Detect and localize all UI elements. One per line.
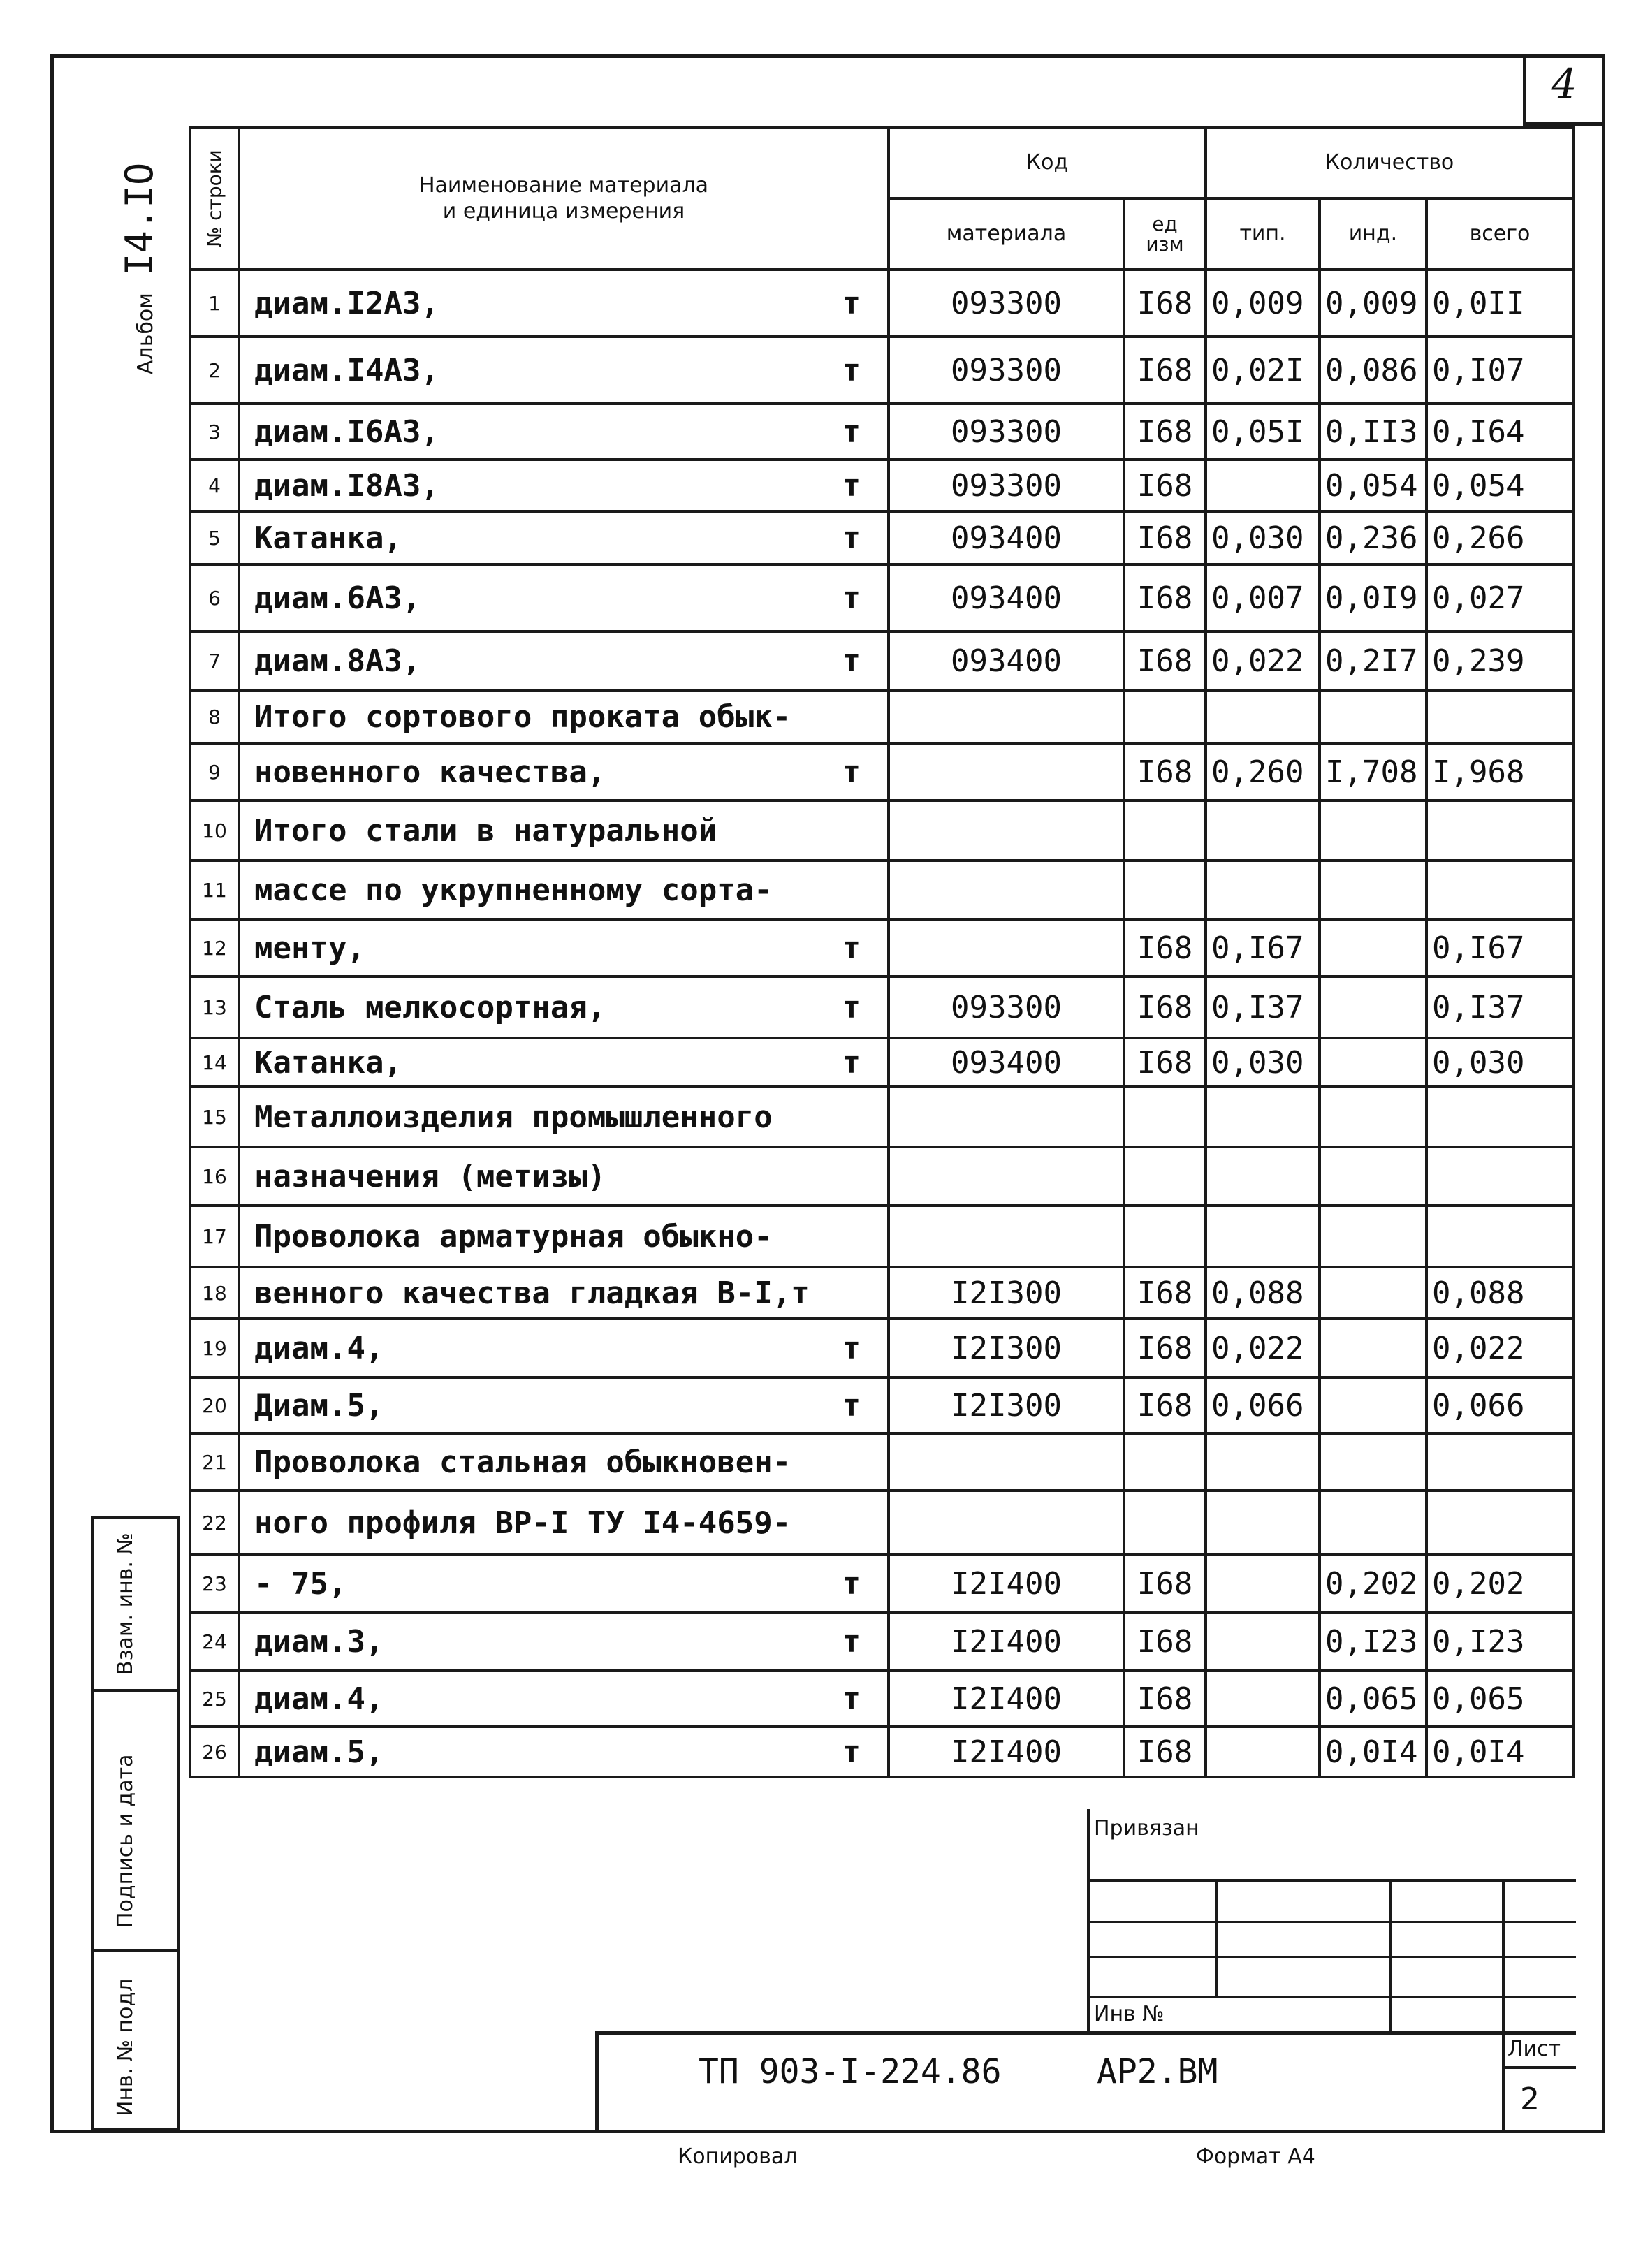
- table-row: [190, 1319, 1573, 1377]
- qty-ind: [1320, 1319, 1426, 1377]
- material-name-cell: [239, 1491, 889, 1555]
- table-row: [190, 631, 1573, 690]
- material-unit: т: [842, 580, 861, 616]
- qty-ind: 0,I23: [1320, 1612, 1426, 1671]
- header-qty-total: всего: [1426, 198, 1573, 270]
- qty-total: [1426, 800, 1573, 861]
- album-caption: Альбом: [133, 293, 158, 374]
- material-name-cell: [239, 337, 889, 404]
- table-row: [190, 1377, 1573, 1433]
- qty-typ: [1206, 1433, 1320, 1491]
- qty-typ: [1206, 861, 1320, 919]
- row-number: 20: [190, 1377, 239, 1433]
- table-row: [190, 919, 1573, 976]
- table-row: [190, 1491, 1573, 1555]
- row-number: 9: [190, 743, 239, 800]
- material-unit: т: [842, 1330, 861, 1366]
- material-unit: т: [842, 1565, 861, 1602]
- row-number: 21: [190, 1433, 239, 1491]
- header-name: Наименование материала и единица измерения: [239, 127, 889, 270]
- qty-total: [1426, 1087, 1573, 1147]
- unit-code: I68: [1124, 743, 1206, 800]
- material-name-cell: [239, 1038, 889, 1087]
- material-name-cell: [239, 1267, 889, 1319]
- material-name-cell: [239, 1727, 889, 1777]
- qty-typ: [1206, 1671, 1320, 1727]
- qty-ind: [1320, 690, 1426, 743]
- material-unit: т: [842, 754, 861, 790]
- table-row: [190, 861, 1573, 919]
- unit-code: I68: [1124, 270, 1206, 337]
- material-unit: т: [842, 1681, 861, 1717]
- qty-typ: 0,I37: [1206, 976, 1320, 1038]
- material-code: I2I400: [889, 1612, 1124, 1671]
- material-name: массе по укрупненному сорта-: [254, 872, 773, 908]
- material-code: [889, 919, 1124, 976]
- qty-typ: 0,022: [1206, 631, 1320, 690]
- qty-typ: [1206, 460, 1320, 511]
- row-number: 13: [190, 976, 239, 1038]
- table-row: [190, 337, 1573, 404]
- unit-code: I68: [1124, 919, 1206, 976]
- header-code-unit: ед изм: [1124, 198, 1206, 270]
- qty-ind: 0,236: [1320, 511, 1426, 564]
- table-row: [190, 1612, 1573, 1671]
- row-number: 10: [190, 800, 239, 861]
- qty-ind: [1320, 1206, 1426, 1267]
- sheet-value: 2: [1520, 2082, 1540, 2117]
- material-name: - 75,: [254, 1565, 347, 1602]
- material-name-cell: [239, 976, 889, 1038]
- unit-code: [1124, 1147, 1206, 1206]
- side-inv-vzam: Взам. инв. №: [113, 1532, 138, 1675]
- row-number: 5: [190, 511, 239, 564]
- material-unit: т: [842, 520, 861, 556]
- row-number: 8: [190, 690, 239, 743]
- qty-total: 0,I23: [1426, 1612, 1573, 1671]
- qty-typ: 0,030: [1206, 1038, 1320, 1087]
- row-number: 25: [190, 1671, 239, 1727]
- qty-total: 0,I67: [1426, 919, 1573, 976]
- qty-typ: [1206, 1612, 1320, 1671]
- material-code: [889, 690, 1124, 743]
- qty-total: I,968: [1426, 743, 1573, 800]
- material-name-cell: [239, 919, 889, 976]
- material-name-cell: [239, 1377, 889, 1433]
- material-code: [889, 861, 1124, 919]
- material-code: 093300: [889, 976, 1124, 1038]
- table-row: [190, 1433, 1573, 1491]
- row-number: 11: [190, 861, 239, 919]
- row-number: 15: [190, 1087, 239, 1147]
- qty-total: 0,030: [1426, 1038, 1573, 1087]
- table-row: [190, 511, 1573, 564]
- unit-code: I68: [1124, 631, 1206, 690]
- unit-code: [1124, 1491, 1206, 1555]
- format-label: Формат А4: [1196, 2144, 1315, 2169]
- qty-total: 0,0I4: [1426, 1727, 1573, 1777]
- material-name-cell: [239, 800, 889, 861]
- qty-total: 0,066: [1426, 1377, 1573, 1433]
- table-row: [190, 1147, 1573, 1206]
- table-row: [190, 1671, 1573, 1727]
- unit-code: I68: [1124, 337, 1206, 404]
- unit-code: I68: [1124, 1319, 1206, 1377]
- qty-ind: [1320, 1267, 1426, 1319]
- sheet-label: Лист: [1507, 2037, 1561, 2061]
- material-name: Диам.5,: [254, 1387, 384, 1424]
- unit-code: I68: [1124, 1612, 1206, 1671]
- unit-code: I68: [1124, 404, 1206, 460]
- unit-code: [1124, 1206, 1206, 1267]
- table-row: [190, 270, 1573, 337]
- row-number: 2: [190, 337, 239, 404]
- row-number: 24: [190, 1612, 239, 1671]
- material-unit: т: [842, 467, 861, 504]
- material-name-cell: [239, 270, 889, 337]
- row-number: 7: [190, 631, 239, 690]
- header-row-1: [190, 127, 1573, 198]
- material-name: диам.5,: [254, 1734, 384, 1770]
- table-row: [190, 743, 1573, 800]
- material-unit: т: [842, 1623, 861, 1660]
- material-unit: т: [842, 1044, 861, 1081]
- unit-code: I68: [1124, 511, 1206, 564]
- material-name: диам.3,: [254, 1623, 384, 1660]
- qty-typ: [1206, 1491, 1320, 1555]
- material-name: Катанка,: [254, 1044, 402, 1081]
- document-mark: АР2.ВМ: [1097, 2052, 1218, 2091]
- qty-total: 0,I37: [1426, 976, 1573, 1038]
- material-name: новенного качества,: [254, 754, 606, 790]
- row-number: 17: [190, 1206, 239, 1267]
- qty-total: 0,266: [1426, 511, 1573, 564]
- material-name-cell: [239, 690, 889, 743]
- row-number: 19: [190, 1319, 239, 1377]
- qty-typ: 0,260: [1206, 743, 1320, 800]
- material-code: [889, 1491, 1124, 1555]
- qty-total: 0,027: [1426, 564, 1573, 631]
- qty-total: [1426, 1206, 1573, 1267]
- qty-ind: 0,2I7: [1320, 631, 1426, 690]
- qty-ind: [1320, 919, 1426, 976]
- material-code: I2I300: [889, 1377, 1124, 1433]
- row-number: 14: [190, 1038, 239, 1087]
- material-name: Итого сортового проката обык-: [254, 698, 791, 735]
- material-name: Металлоизделия промышленного: [254, 1099, 773, 1135]
- material-code: [889, 743, 1124, 800]
- material-name-cell: [239, 1147, 889, 1206]
- material-name: диам.I6А3,: [254, 414, 439, 450]
- qty-total: 0,065: [1426, 1671, 1573, 1727]
- header-qty-typ: тип.: [1206, 198, 1320, 270]
- material-name-cell: [239, 404, 889, 460]
- material-code: 093300: [889, 337, 1124, 404]
- unit-code: I68: [1124, 564, 1206, 631]
- material-unit: т: [842, 414, 861, 450]
- unit-code: I68: [1124, 1038, 1206, 1087]
- unit-code: I68: [1124, 1727, 1206, 1777]
- document-code: ТП 903-I-224.86: [699, 2052, 1002, 2091]
- table-row: [190, 1206, 1573, 1267]
- unit-code: I68: [1124, 1555, 1206, 1612]
- row-number: 6: [190, 564, 239, 631]
- qty-typ: 0,02I: [1206, 337, 1320, 404]
- qty-ind: 0,202: [1320, 1555, 1426, 1612]
- material-code: I2I400: [889, 1555, 1124, 1612]
- corner-sheet-number: 4: [1551, 60, 1577, 108]
- qty-total: [1426, 1433, 1573, 1491]
- material-name: венного качества гладкая В-I,т: [254, 1275, 810, 1311]
- qty-typ: 0,I67: [1206, 919, 1320, 976]
- qty-total: 0,022: [1426, 1319, 1573, 1377]
- material-unit: т: [842, 643, 861, 679]
- qty-total: 0,I64: [1426, 404, 1573, 460]
- album-label: [103, 151, 187, 374]
- qty-total: [1426, 861, 1573, 919]
- material-unit: т: [842, 285, 861, 321]
- header-code-group: Код: [889, 127, 1206, 198]
- material-name-cell: [239, 1319, 889, 1377]
- material-name: диам.4,: [254, 1681, 384, 1717]
- qty-ind: 0,0I4: [1320, 1727, 1426, 1777]
- material-code: [889, 1433, 1124, 1491]
- qty-total: 0,054: [1426, 460, 1573, 511]
- unit-code: I68: [1124, 460, 1206, 511]
- material-code: 093300: [889, 270, 1124, 337]
- material-name: Проволока арматурная обыкно-: [254, 1218, 773, 1254]
- material-code: I2I400: [889, 1727, 1124, 1777]
- material-name-cell: [239, 460, 889, 511]
- qty-ind: [1320, 800, 1426, 861]
- qty-ind: [1320, 1491, 1426, 1555]
- qty-typ: [1206, 690, 1320, 743]
- material-name-cell: [239, 1206, 889, 1267]
- material-code: [889, 1206, 1124, 1267]
- copied-label: Копировал: [678, 2144, 798, 2169]
- material-unit: т: [842, 352, 861, 388]
- qty-typ: 0,030: [1206, 511, 1320, 564]
- material-name: диам.4,: [254, 1330, 384, 1366]
- header-code-material: материала: [889, 198, 1124, 270]
- material-name-cell: [239, 1087, 889, 1147]
- qty-typ: 0,088: [1206, 1267, 1320, 1319]
- qty-ind: [1320, 861, 1426, 919]
- qty-typ: 0,007: [1206, 564, 1320, 631]
- unit-code: [1124, 1433, 1206, 1491]
- unit-code: I68: [1124, 1267, 1206, 1319]
- qty-typ: 0,05I: [1206, 404, 1320, 460]
- side-inv-podl: Инв. № подл: [113, 1978, 138, 2116]
- material-unit: т: [842, 989, 861, 1025]
- material-name-cell: [239, 631, 889, 690]
- table-row: [190, 976, 1573, 1038]
- qty-total: 0,0II: [1426, 270, 1573, 337]
- material-code: [889, 1087, 1124, 1147]
- row-number: 22: [190, 1491, 239, 1555]
- material-name: назначения (метизы): [254, 1158, 606, 1194]
- material-code: 093400: [889, 1038, 1124, 1087]
- materials-table: [189, 126, 1575, 1778]
- material-code: I2I300: [889, 1319, 1124, 1377]
- table-row: [190, 460, 1573, 511]
- qty-ind: [1320, 1433, 1426, 1491]
- material-code: [889, 800, 1124, 861]
- inv-no-label: Инв №: [1094, 2002, 1165, 2026]
- table-row: [190, 404, 1573, 460]
- material-name-cell: [239, 564, 889, 631]
- material-unit: т: [842, 1387, 861, 1424]
- table-row: [190, 564, 1573, 631]
- material-name: диам.I8А3,: [254, 467, 439, 504]
- material-name: диам.8А3,: [254, 643, 421, 679]
- unit-code: [1124, 861, 1206, 919]
- material-code: [889, 1147, 1124, 1206]
- qty-ind: I,708: [1320, 743, 1426, 800]
- qty-ind: 0,054: [1320, 460, 1426, 511]
- qty-total: 0,088: [1426, 1267, 1573, 1319]
- unit-code: [1124, 690, 1206, 743]
- qty-ind: [1320, 1087, 1426, 1147]
- material-name: диам.I2А3,: [254, 285, 439, 321]
- qty-ind: [1320, 1147, 1426, 1206]
- material-name: ного профиля ВР-I ТУ I4-4659-: [254, 1505, 791, 1541]
- material-name: Катанка,: [254, 520, 402, 556]
- table-row: [190, 1727, 1573, 1777]
- unit-code: [1124, 800, 1206, 861]
- row-number: 18: [190, 1267, 239, 1319]
- side-sign-date: Подпись и дата: [113, 1754, 138, 1928]
- material-name-cell: [239, 743, 889, 800]
- row-number: 26: [190, 1727, 239, 1777]
- qty-total: 0,239: [1426, 631, 1573, 690]
- material-unit: т: [842, 930, 861, 966]
- unit-code: I68: [1124, 1671, 1206, 1727]
- table-row: [190, 1038, 1573, 1087]
- material-code: 093400: [889, 511, 1124, 564]
- unit-code: I68: [1124, 1377, 1206, 1433]
- qty-typ: [1206, 1206, 1320, 1267]
- qty-total: 0,I07: [1426, 337, 1573, 404]
- unit-code: [1124, 1087, 1206, 1147]
- qty-typ: [1206, 1555, 1320, 1612]
- row-number: 3: [190, 404, 239, 460]
- material-name-cell: [239, 511, 889, 564]
- material-name-cell: [239, 1612, 889, 1671]
- qty-total: [1426, 1491, 1573, 1555]
- qty-ind: 0,086: [1320, 337, 1426, 404]
- row-number: 23: [190, 1555, 239, 1612]
- qty-ind: [1320, 976, 1426, 1038]
- qty-typ: 0,009: [1206, 270, 1320, 337]
- qty-ind: 0,0I9: [1320, 564, 1426, 631]
- material-name: Сталь мелкосортная,: [254, 989, 606, 1025]
- header-row-num: № строки: [190, 127, 239, 270]
- table-row: [190, 1087, 1573, 1147]
- material-name: менту,: [254, 930, 365, 966]
- qty-total: [1426, 690, 1573, 743]
- material-name: Итого стали в натуральной: [254, 812, 717, 849]
- material-code: 093300: [889, 404, 1124, 460]
- material-code: 093400: [889, 564, 1124, 631]
- material-code: 093300: [889, 460, 1124, 511]
- qty-typ: [1206, 1087, 1320, 1147]
- material-name-cell: [239, 1555, 889, 1612]
- album-number: I4.IO: [117, 162, 161, 277]
- material-unit: т: [842, 1734, 861, 1770]
- table-row: [190, 1267, 1573, 1319]
- row-number: 16: [190, 1147, 239, 1206]
- material-name: Проволока стальная обыкновен-: [254, 1444, 791, 1480]
- material-name: диам.I4А3,: [254, 352, 439, 388]
- qty-typ: [1206, 1147, 1320, 1206]
- header-qty-ind: инд.: [1320, 198, 1426, 270]
- qty-total: [1426, 1147, 1573, 1206]
- table-row: [190, 690, 1573, 743]
- row-number: 1: [190, 270, 239, 337]
- material-code: I2I300: [889, 1267, 1124, 1319]
- qty-typ: 0,066: [1206, 1377, 1320, 1433]
- row-number: 12: [190, 919, 239, 976]
- qty-ind: [1320, 1377, 1426, 1433]
- qty-ind: 0,065: [1320, 1671, 1426, 1727]
- qty-typ: 0,022: [1206, 1319, 1320, 1377]
- table-row: [190, 800, 1573, 861]
- qty-ind: [1320, 1038, 1426, 1087]
- privyazan-label: Привязан: [1094, 1816, 1199, 1841]
- material-name-cell: [239, 861, 889, 919]
- material-name: диам.6А3,: [254, 580, 421, 616]
- material-name-cell: [239, 1433, 889, 1491]
- row-number: 4: [190, 460, 239, 511]
- qty-ind: 0,II3: [1320, 404, 1426, 460]
- material-name-cell: [239, 1671, 889, 1727]
- qty-typ: [1206, 1727, 1320, 1777]
- unit-code: I68: [1124, 976, 1206, 1038]
- table-row: [190, 1555, 1573, 1612]
- qty-typ: [1206, 800, 1320, 861]
- qty-total: 0,202: [1426, 1555, 1573, 1612]
- material-code: I2I400: [889, 1671, 1124, 1727]
- qty-ind: 0,009: [1320, 270, 1426, 337]
- material-code: 093400: [889, 631, 1124, 690]
- header-qty-group: Количество: [1206, 127, 1573, 198]
